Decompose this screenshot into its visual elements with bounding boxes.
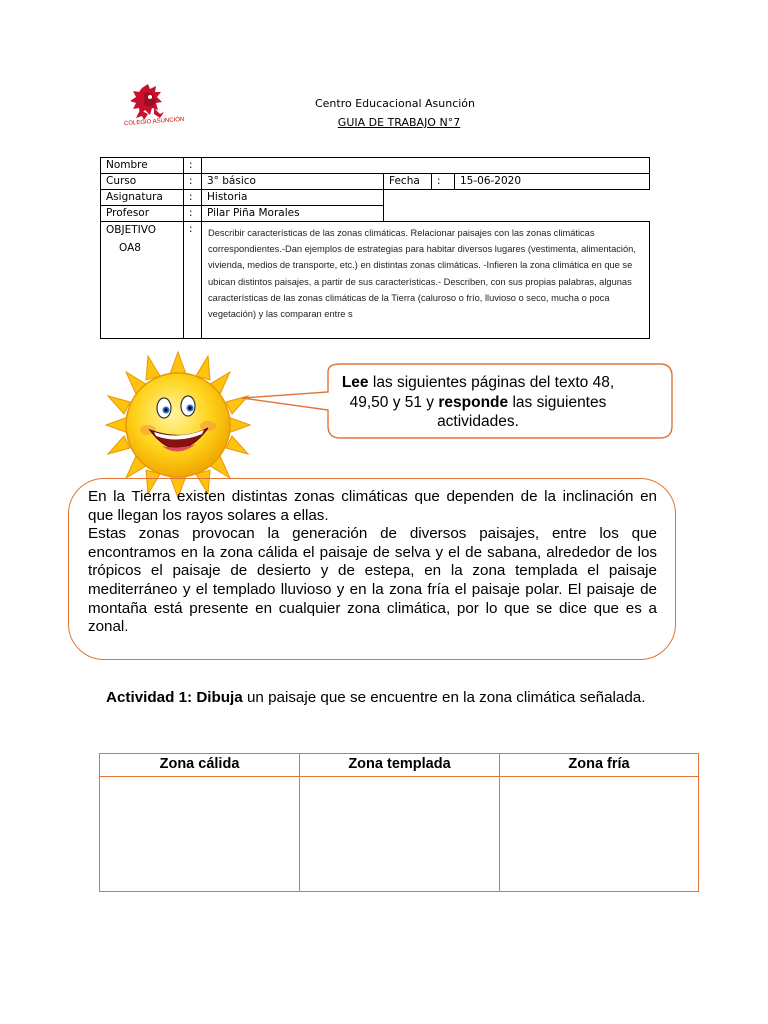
nombre-value[interactable]	[201, 157, 650, 174]
activity-text: un paisaje que se encuentre en la zona climática señalada.	[242, 689, 646, 706]
bubble-instructions	[328, 373, 628, 432]
zona-templada-header: Zona templada	[348, 756, 451, 772]
profesor-label: Profesor	[100, 205, 184, 222]
curso-value: 3° básico	[201, 173, 384, 190]
nombre-label: Nombre	[100, 157, 184, 174]
zona-calida-column[interactable]	[100, 754, 300, 891]
asignatura-value: Historia	[201, 189, 384, 206]
table-header-divider	[99, 776, 699, 777]
profesor-separator: :	[183, 205, 202, 222]
bubble-responde: responde	[438, 393, 509, 411]
info-paragraph-1: En la Tierra existen distintas zonas climáticas que dependen de la inclinación en que llegan los rayos solares a ellas.	[88, 488, 657, 524]
objetivo-label: OBJETIVO	[106, 224, 156, 236]
bubble-text-2: las siguientes actividades.	[437, 393, 607, 430]
fecha-value: 15-06-2020	[454, 173, 650, 190]
zona-fria-column[interactable]	[500, 754, 698, 891]
curso-separator: :	[183, 173, 202, 190]
fecha-label: Fecha	[383, 173, 432, 190]
drawing-table	[99, 753, 699, 892]
activity-verb: Dibuja	[196, 689, 243, 706]
guide-title: GUIA DE TRABAJO N°7	[337, 116, 461, 129]
objetivo-separator: :	[183, 221, 202, 339]
bubble-text-1: las siguientes páginas del texto 48, 49,50 y 51 y	[349, 374, 615, 411]
objetivo-text: Describir características de las zonas climáticas. Relacionar paisajes con las zonas climáticas correspondientes.-Dan ejemplos de estrategias para habitar diversos lugares (vestimenta, alimentación, vivienda, medios de transporte, etc.) en distintas zonas climáticas. -Infieren la zona climática en que se ubican distintos paisajes, a partir de sus características.- Describen, con sus propias palabras, algunas características de las zonas climáticas de la Tierra (caluroso o frío, lluvioso o seco, mucha o poca vegetación) y las comparan entre s	[201, 221, 650, 339]
asignatura-label: Asignatura	[100, 189, 184, 206]
asignatura-separator: :	[183, 189, 202, 206]
objetivo-code: OA8	[119, 242, 141, 254]
zona-calida-header: Zona cálida	[159, 756, 240, 772]
activity-label: Actividad 1:	[106, 689, 197, 706]
profesor-value: Pilar Piña Morales	[201, 205, 384, 222]
nombre-separator: :	[183, 157, 202, 174]
fecha-separator: :	[431, 173, 455, 190]
activity-1	[106, 689, 696, 708]
info-text	[88, 488, 657, 637]
objetivo-label-cell	[100, 221, 184, 339]
institution-name: Centro Educacional Asunción	[314, 97, 476, 110]
bubble-lee: Lee	[341, 374, 369, 391]
zona-templada-column[interactable]	[300, 754, 500, 891]
logo-text: COLEGIO ASUNCIÓN	[123, 116, 185, 128]
curso-label: Curso	[100, 173, 184, 190]
zona-fria-header: Zona fría	[568, 756, 630, 772]
info-paragraph-2: Estas zonas provocan la generación de diversos paisajes, entre los que encontramos en la zona cálida el paisaje de selva y el de sabana, alrededor de los trópicos el paisaje de desierto y de estepa, en la zona templada el paisaje mediterráneo y el templado lluvioso y en la zona fría el paisaje polar. El paisaje de montaña está presente en cualquier zona climática, por lo que se dice que es a zonal.	[88, 525, 657, 636]
